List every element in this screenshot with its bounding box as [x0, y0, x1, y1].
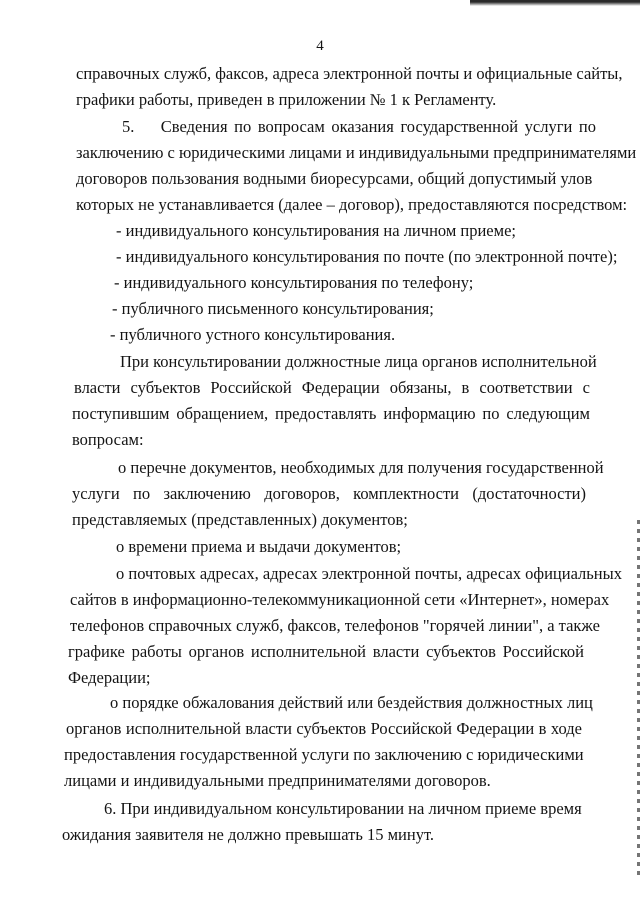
text-line: При консультировании должностные лица органов исполнительной [120, 352, 597, 371]
text-line: органов исполнительной власти субъектов Российской Федерации в ходе [66, 719, 582, 738]
text-line: о почтовых адресах, адресах электронной почты, адресах официальных [116, 564, 622, 583]
text-line: услуги по заключению договоров, комплектности (достаточности) [72, 484, 586, 503]
text-line: которых не устанавливается (далее – договор), предоставляются посредством: [76, 195, 628, 214]
text-line: вопросам: [72, 430, 144, 449]
list-item: - индивидуального консультирования на личном приеме; [116, 221, 516, 240]
text-line: Федерации; [68, 668, 151, 687]
page-number: 4 [316, 38, 324, 54]
text-line: 6. При индивидуальном консультировании на личном приеме время [104, 799, 582, 818]
list-item: - индивидуального консультирования по телефону; [114, 273, 474, 292]
text-line: графики работы, приведен в приложении № 1 к Регламенту. [76, 90, 497, 109]
text-line: графике работы органов исполнительной власти субъектов Российской [68, 642, 584, 661]
text-line: ожидания заявителя не должно превышать 15 минут. [62, 825, 435, 844]
list-item: - индивидуального консультирования по почте (по электронной почте); [116, 247, 618, 266]
text-line: поступившим обращением, предоставлять информацию по следующим [72, 404, 590, 423]
text-line: лицами и индивидуальными предпринимателями договоров. [64, 771, 491, 790]
text-line: справочных служб, факсов, адреса электронной почты и официальные сайты, [76, 64, 623, 83]
text-line: предоставления государственной услуги по заключению с юридическими [64, 745, 584, 764]
list-item: - публичного письменного консультирования; [112, 299, 434, 318]
text-line: 5. Сведения по вопросам оказания государственной услуги по [122, 117, 596, 136]
text-line: договоров пользования водными биоресурсами, общий допустимый улов [76, 169, 593, 188]
scan-edge-mark-top [470, 0, 640, 6]
text-line: телефонов справочных служб, факсов, телефонов "горячей линии", а также [70, 616, 600, 635]
text-line: заключению с юридическими лицами и индивидуальными предпринимателями [76, 143, 637, 162]
text-line: сайтов в информационно-телекоммуникационной сети «Интернет», номерах [70, 590, 610, 609]
text-line: о времени приема и выдачи документов; [116, 537, 402, 556]
text-line: о перечне документов, необходимых для получения государственной [118, 458, 604, 477]
text-line: власти субъектов Российской Федерации обязаны, в соответствии с [74, 378, 590, 397]
text-line: представляемых (представленных) документов; [72, 510, 408, 529]
list-item: - публичного устного консультирования. [110, 325, 396, 344]
text-line: о порядке обжалования действий или бездействия должностных лиц [110, 693, 593, 712]
